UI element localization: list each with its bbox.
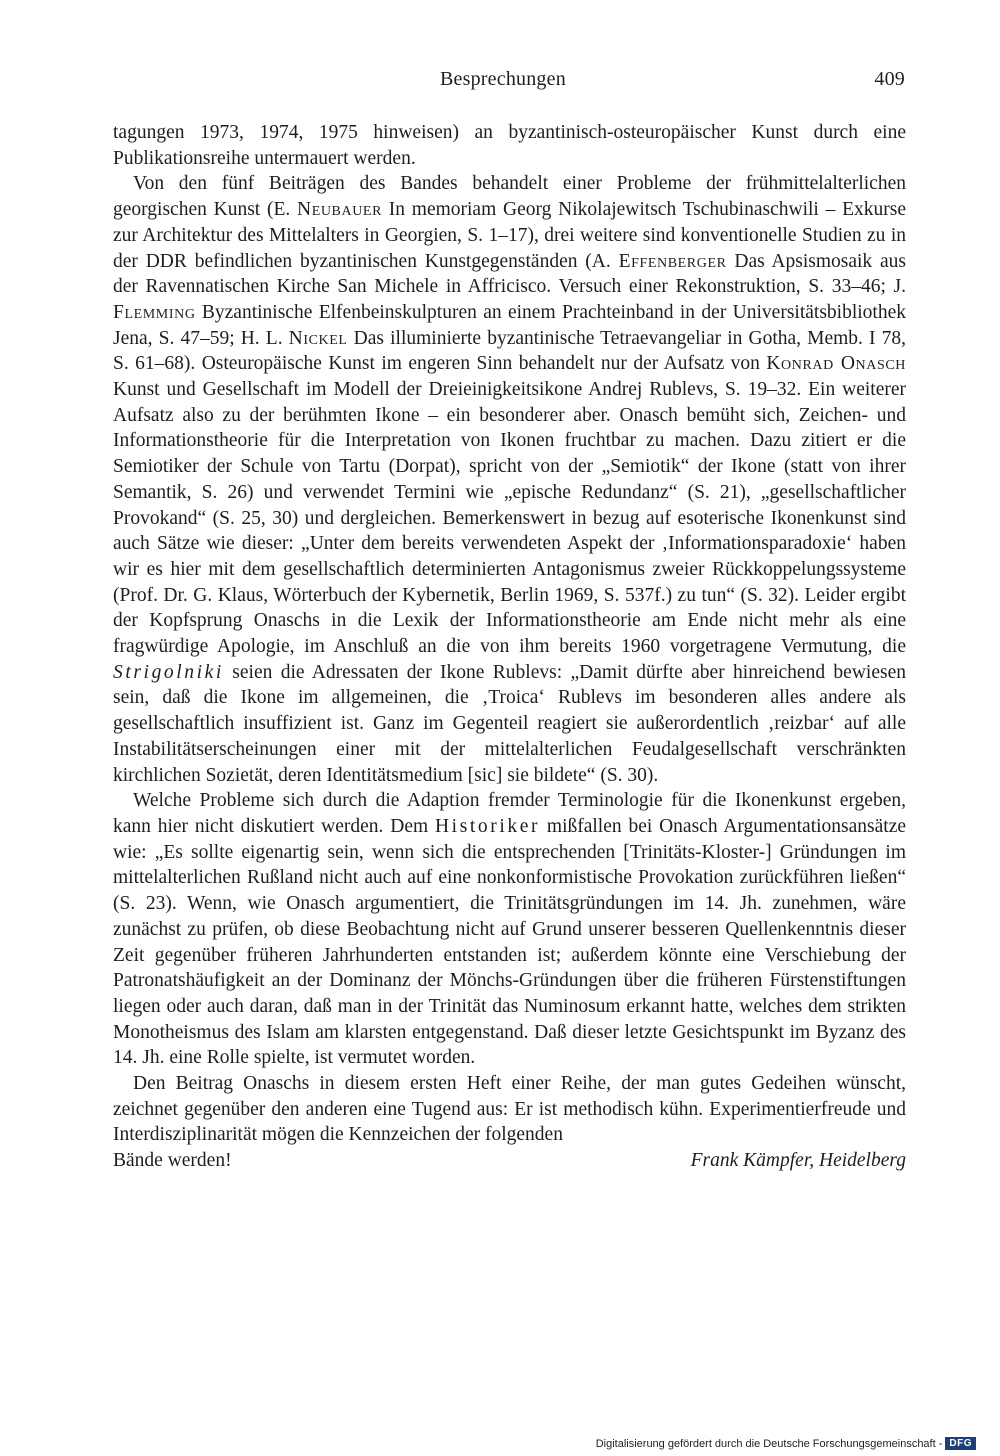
author-name-onasch: Konrad Onasch [766, 353, 907, 375]
closing-line [113, 1148, 906, 1174]
paragraph-3 [113, 788, 906, 1071]
paragraph-1-text: tagungen 1973, 1974, 1975 hinweisen) an byzantinisch-osteuropäischer Kunst durch eine Publikationsreihe untermauert werden. [113, 122, 906, 169]
p2-text-7: seien die Adressaten der Ikone Rublevs: „Damit dürfte aber hinreichend bewiesen sein, daß die Ikone im allgemeinen, die ‚Troica‘ Rublevs im besonderen alles andere als gesellschaftlich insuffizient ist. Ganz im Gegenteil reagiert sie außerordentlich ‚reizbar‘ auf alle Instabilitätserscheinungen einer mit der mittelalterlichen Feudalgesellschaft verschränkten kirchlichen Sozietät, deren Identitätsmedium [sic] sie bildete“ (S. 30). [113, 661, 906, 786]
credit-text: Digitalisierung gefördert durch die Deutsche Forschungsgemeinschaft - [595, 1437, 943, 1450]
p2-text-4: Byzantinische Elfenbeinskulpturen an einem Prachteinband in der Universitätsbibliothek Jena, S. 47–59; H. L. [113, 301, 906, 349]
author-name-flemming: Flemming [113, 301, 196, 323]
p2-text-5: Das illuminierte byzantinische Tetraevangeliar in Gotha, Memb. I 78, S. 61–68). Osteuropäische Kunst im engeren Sinn behandelt nur der Aufsatz von [113, 327, 906, 375]
p3-text-2: mißfallen bei Onasch Argumentationsansätze wie: „Es sollte eigenartig sein, wenn sich die entsprechenden [Trinitäts-Kloster-] Gründungen im mittelalterlichen Rußland nicht auch auf eine nonkonformistische Provokation zurückführen ließen“ (S. 23). Wenn, wie Onasch argumentiert, die Trinitätsgründungen im 14. Jh. zunehmen, wäre zunächst zu prüfen, ob diese Beobachtung nicht auf Grund unserer besseren Quellenkenntnis dieser Zeit gegenüber früheren Jahrhunderten entstanden ist; außerdem könnte eine Verschiebung der Patronatshäufigkeit an der Dominanz der Mönchs-Gründungen über die früheren Fürstenstiftungen liegen oder auch daran, daß man in der Trinität das Numinosum erkannt hatte, welches dem strikten Monotheismus des Islam am klarsten entgegenstand. Daß dieser letzte Gesichtspunkt im Byzanz des 14. Jh. eine Rolle spielte, ist vermutet worden. [113, 815, 907, 1069]
p3-text-1: Welche Probleme sich durch die Adaption fremder Terminologie für die Ikonenkunst ergeben, kann hier nicht diskutiert werden. Dem [113, 790, 906, 837]
p2-text-1: Von den fünf Beiträgen des Bandes behandelt einer Probleme der frühmittelalterlichen georgischen Kunst (E. [113, 173, 906, 221]
digitization-credit [596, 1437, 976, 1450]
p2-text-2: In memoriam Georg Nikolajewitsch Tschubinaschwili – Exkurse zur Architektur des Mittelalters in Georgien, S. 1–17), drei weitere sind konventionelle Studien zu in der DDR befindlichen byzantinischen Kunstgegenständen (A. [113, 199, 906, 272]
author-name-nickel: Nickel [288, 327, 348, 349]
p4-text: Den Beitrag Onaschs in diesem ersten Heft einer Reihe, der man gutes Gedeihen wünscht, zeichnet gegenüber den anderen eine Tugend aus: Er ist methodisch kühn. Experimentierfreude und Interdisziplinarität mögen die Kennzeichen der folgenden [113, 1073, 906, 1146]
running-header [0, 64, 1000, 94]
p2-text-3: Das Apsismosaik aus der Ravennatischen Kirche San Michele in Affricisco. Versuch einer Rekonstruktion, S. 33–46; J. [113, 250, 906, 298]
paragraph-4 [113, 1071, 906, 1148]
p4-last-words: Bände werden! [113, 1150, 232, 1172]
term-strigolniki: Strigolniki [113, 661, 224, 683]
term-historiker: Historiker [435, 815, 541, 837]
paragraph-2 [113, 171, 906, 788]
article-body [113, 120, 906, 1174]
dfg-logo-icon: DFG [945, 1437, 976, 1450]
paragraph-1 [113, 120, 906, 171]
p2-text-6: Kunst und Gesellschaft im Modell der Dreieinigkeitsikone Andrej Rublevs, S. 19–32. Ein weiterer Aufsatz also zu der berühmten Ikone – ein besonderer aber. Onasch bemüht sich, Zeichen- und Informationstheorie für die Interpretation von Ikonen fruchtbar zu machen. Dazu zitiert er die Semiotiker der Schule von Tartu (Dorpat), spricht von der „Semiotik“ der Ikone (statt von ihrer Semantik, S. 26) und verwendet Termini wie „epische Redundanz“ (S. 21), „gesellschaftlicher Provokand“ (S. 25, 30) und dergleichen. Bemerkenswert in bezug auf esoterische Ikonenkunst sind auch Sätze wie dieser: „Unter dem bereits verwendeten Aspekt der ‚Informationsparadoxie‘ haben wir es hier mit dem gesellschaftlich determinierten Antagonismus zweier Rückkoppelungssysteme (Prof. Dr. G. Klaus, Wörterbuch der Kybernetik, Berlin 1969, S. 537f.) zu tun“ (S. 32). Leider ergibt der Kopfsprung Onaschs in die Lexik der Informationstheorie am Ende nicht mehr als eine fragwürdige Apologie, im Anschluß an die von ihm bereits 1960 vorgetragene Vermutung, die [113, 379, 906, 658]
author-name-effenberger: Effenberger [618, 250, 727, 272]
review-signature: Frank Kämpfer, Heidelberg [690, 1150, 906, 1172]
author-name-neubauer: Neubauer [297, 199, 383, 221]
running-title: Besprechungen [440, 68, 566, 90]
page-number: 409 [874, 68, 905, 90]
